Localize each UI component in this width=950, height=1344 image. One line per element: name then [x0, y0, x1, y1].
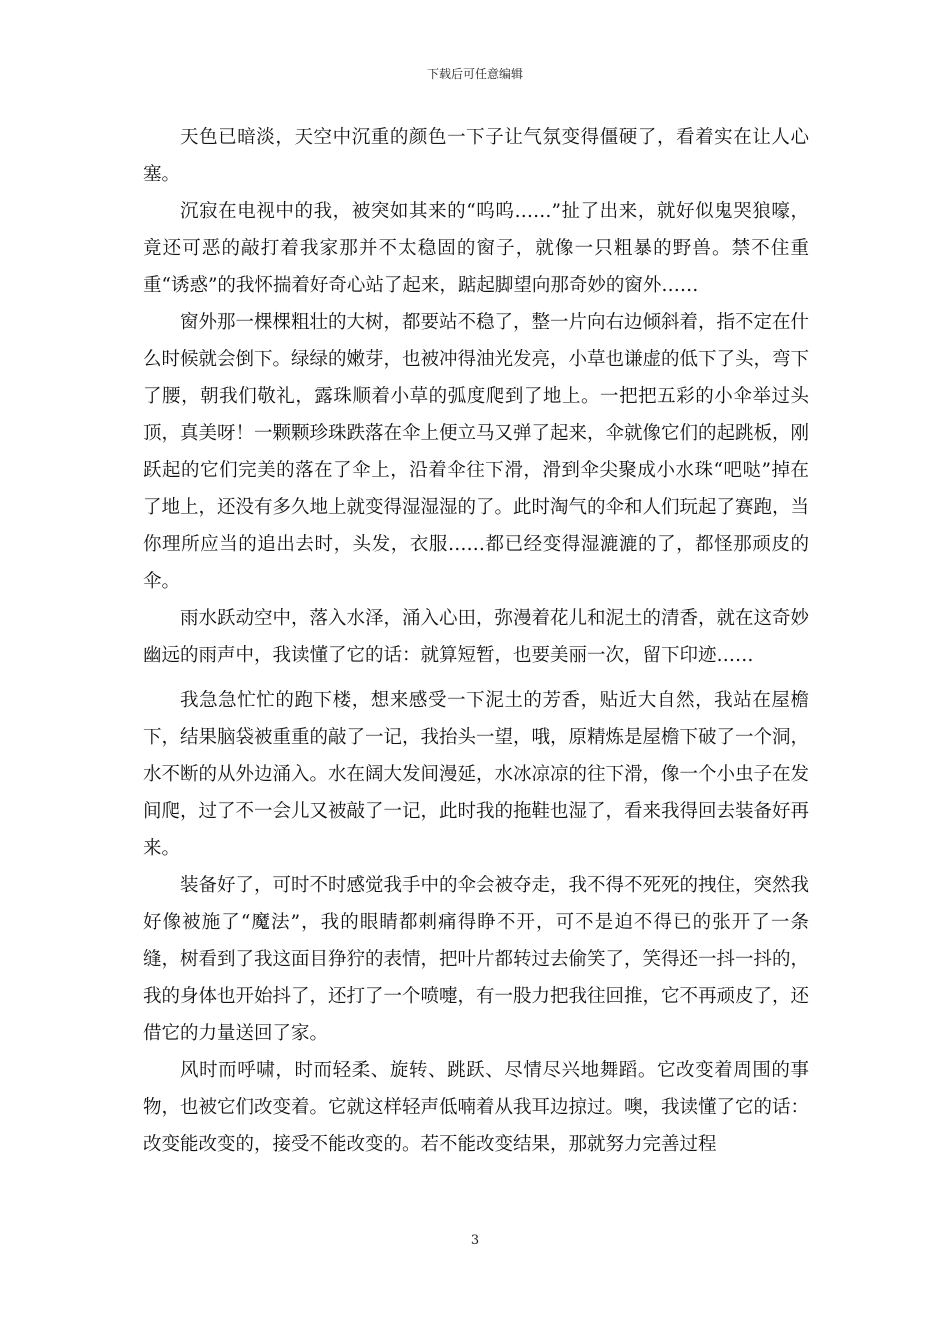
document-body — [143, 119, 809, 1163]
paragraph-6: 装备好了，可时不时感觉我手中的伞会被夺走，我不得不死死的拽住，突然我好像被施了“魔法”，我的眼睛都刺痛得睁不开，可不是迫不得已的张开了一条缝，树看到了我这面目狰狞的表情，把叶片都转过去偷笑了，笑得还一抖一抖的，我的身体也开始抖了，还打了一个喷嚏，有一股力把我往回推，它不再顽皮了，还借它的力量送回了家。 — [143, 875, 810, 1044]
paragraph-1: 天色已暗淡，天空中沉重的颜色一下子让气氛变得僵硬了，看着实在让人心塞。 — [143, 127, 809, 185]
paragraph-3: 窗外那一棵棵粗壮的大树，都要站不稳了，整一片向右边倾斜着，指不定在什么时候就会倒下。绿绿的嫩芽，也被冲得油光发亮，小草也谦虚的低下了头，弯下了腰，朝我们敬礼，露珠顺着小草的弧度爬到了地上。一把把五彩的小伞举过头顶，真美呀！一颗颗珍珠跌落在伞上便立马又弹了起来，伞就像它们的起跳板，刚跃起的它们完美的落在了伞上，沿着伞往下滑，滑到伞尖聚成小水珠“吧哒”掉在了地上，还没有多久地上就变得湿湿湿的了。此时淘气的伞和人们玩起了赛跑，当你理所应当的追出去时，头发，衣服……都已经变得湿漉漉的了，都怪那顽皮的伞。 — [143, 312, 810, 592]
page-number: 3 — [470, 1233, 480, 1248]
page-header: 下载后可任意编辑 — [426, 67, 523, 81]
paragraph-5: 我急急忙忙的跑下楼，想来感受一下泥土的芳香，贴近大自然，我站在屋檐下，结果脑袋被重重的敲了一记，我抬头一望，哦，原精炼是屋檐下破了一个洞，水不断的从外边涌入。水在阔大发间漫延，水冰凉凉的往下滑，像一个小虫子在发间爬，过了不一会儿又被敲了一记，此时我的拖鞋也湿了，看来我得回去装备好再来。 — [143, 690, 810, 859]
paragraph-2: 沉寂在电视中的我，被突如其来的“呜呜……”扯了出来，就好似鬼哭狼嚎，竟还可恶的敲打着我家那并不太稳固的窗子，就像一只粗暴的野兽。禁不住重重“诱惑”的我怀揣着好奇心站了起来，踮起脚望向那奇妙的窗外…… — [143, 201, 809, 296]
paragraph-4: 雨水跃动空中，落入水泽，涌入心田，弥漫着花儿和泥土的清香，就在这奇妙幽远的雨声中，我读懂了它的话：就算短暂，也要美丽一次，留下印迹…… — [143, 608, 810, 666]
paragraph-7: 风时而呼啸，时而轻柔、旋转、跳跃、尽情尽兴地舞蹈。它改变着周围的事物，也被它们改变着。它就这样轻声低喃着从我耳边掠过。噢，我读懂了它的话：改变能改变的，接受不能改变的。若不能改变结果，那就努力完善过程 — [143, 1060, 810, 1155]
